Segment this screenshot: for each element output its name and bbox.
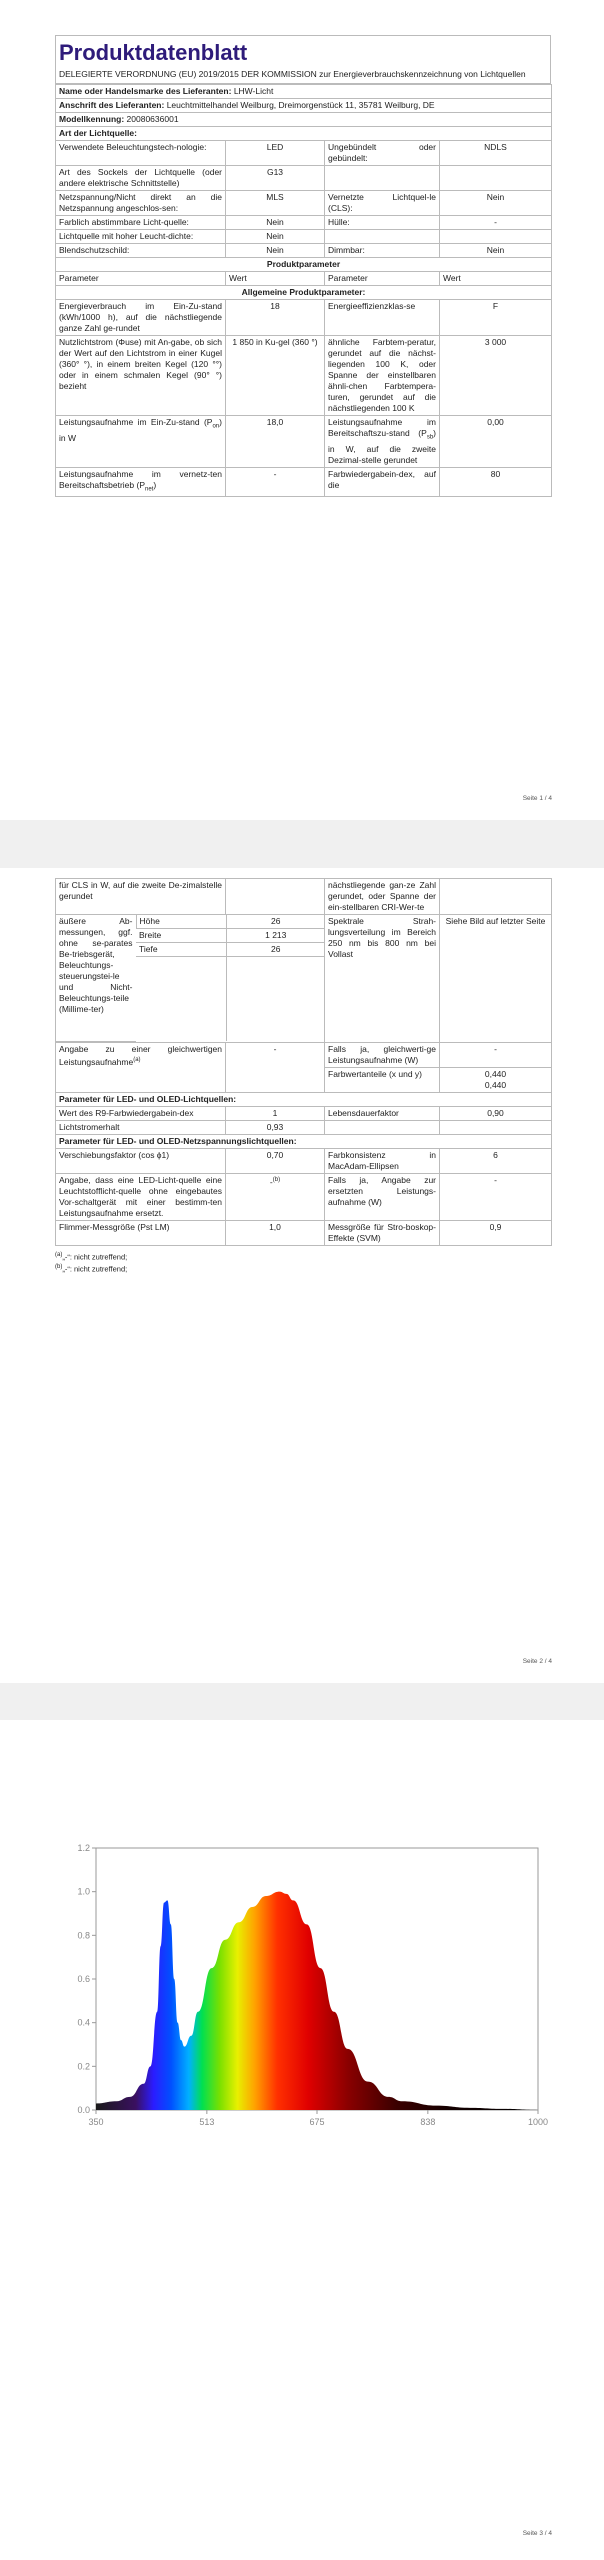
footnote-a: $^{(a)}$„-“: nicht zutreffend; [55,1251,128,1261]
column-header-row: Parameter Wert Parameter Wert [56,272,552,286]
y-tick-label: 0.4 [77,2017,90,2028]
table-row: Leistungsaufnahme im Ein-Zu-stand $(P_{on})$ in W 18,0 Leistungsaufnahme im Bereitschaftszu-stand $(P_{sb})$ in W, auf die zweite Dezimal-stelle gerundet 0,00 [56,416,552,468]
dimensions-row: äußere Ab-messungen, ggf. ohne se-parates Be-triebsgerät, Beleuchtungs-steuerungstei-le und Nicht-Beleuchtungs-teile (Millime-ter) Höhe 26 Breite 1 213 Tiefe 26 Spektrale Strah-lungsverteilung im Bereich 250 nm bis 800 nm bei Vollast Siehe Bild auf letzter Seite [56,915,552,1043]
spectral-distribution-chart [58,1840,548,2140]
y-tick-label: 1.0 [77,1886,90,1897]
table-row: Lichtquelle mit hoher Leucht-dichte: Nein [56,230,552,244]
table-row: Energieverbrauch im Ein-Zu-stand (kWh/1000 h), auf die nächstliegende ganze Zahl ge-rundet 18 Energieeffizienzklas-se F [56,300,552,336]
table-row: Farblich abstimmbare Licht-quelle: Nein Hülle: - [56,216,552,230]
page-number: Seite 1 / 4 [522,795,552,802]
supplier-address-row: Anschrift des Lieferanten: Leuchtmittelhandel Weilburg, Dreimorgenstück 11, 35781 Weilburg, DE [56,99,552,113]
general-params-header: Allgemeine Produktparameter: [56,286,552,300]
datasheet-table-1 [55,84,552,497]
x-tick-label: 675 [309,2117,325,2127]
table-row: Verwendete Beleuchtungstech-nologie: LED Ungebündelt oder gebündelt: NDLS [56,141,552,166]
y-tick-label: 0.8 [77,1930,90,1941]
product-params-header: Produktparameter [56,258,552,272]
datasheet-page-2 [55,878,551,1275]
regulation-reference: DELEGIERTE VERORDNUNG (EU) 2019/2015 DER KOMMISSION zur Energieverbrauchskennzeichnung von Lichtquellen [55,67,551,84]
table-row: Angabe, dass eine LED-Licht-quelle eine Leuchtstofflicht-quelle ohne eingebautes Vor-schaltgerät mit einer bestimm-ten Leistungsaufnahme ersetzt. -$^{(b)}$ Falls ja, Angabe zur ersetzten Leistungs-aufnahme (W) - [56,1173,552,1220]
page-1 [0,0,604,820]
supplier-name-row: Name oder Handelsmarke des Lieferanten: LHW-Licht [56,85,552,99]
table-row: für CLS in W, auf die zweite De-zimalstelle gerundet nächstliegende gan-ze Zahl gerundet, oder Spanne der ein-stellbaren CRI-Wer-te [56,879,552,915]
page-number: Seite 2 / 4 [522,1658,552,1665]
mains-params-header: Parameter für LED- und OLED-Netzspannungslichtquellen: [56,1134,552,1148]
datasheet-table-2 [55,878,552,1246]
y-tick-label: 0.0 [77,2105,90,2115]
table-row: Farbwertanteile (x und y) 0,440 0,440 [56,1067,552,1092]
table-row: Angabe zu einer gleichwertigen Leistungsaufnahme$^{(a)}$ - Falls ja, gleichwerti-ge Leistungsaufnahme (W) - [56,1042,552,1067]
table-row: Art des Sockels der Lichtquelle (oder andere elektrische Schnittstelle) G13 [56,166,552,191]
footnote-b: $^{(b)}$„-“: nicht zutreffend; [55,1264,128,1274]
dimensions-label: äußere Ab-messungen, ggf. ohne se-parates Be-triebsgerät, Beleuchtungs-steuerungstei-le und Nicht-Beleuchtungs-teile (Millime-ter) [56,915,136,1041]
page-2 [0,868,604,1683]
x-tick-label: 513 [199,2117,215,2127]
table-row: Leistungsaufnahme im vernetz-ten Bereitschaftsbetrieb $(P_{net})$ - Farbwiedergabein-dex, auf die 80 [56,467,552,497]
spectrum-svg [58,1840,548,2140]
y-tick-label: 0.6 [77,1974,90,1984]
table-row: Netzspannung/Nicht direkt an die Netzspannung angeschlos-sen: MLS Vernetzte Lichtquel-le (CLS): Nein [56,191,552,216]
y-tick-label: 0.2 [77,2061,90,2072]
model-row: Modellkennung: 20080636001 [56,113,552,127]
page-number: Seite 3 / 4 [522,2530,552,2537]
document-title: Produktdatenblatt [55,35,551,67]
led-params-header: Parameter für LED- und OLED-Lichtquellen: [56,1092,552,1106]
page-3 [0,1720,604,2560]
table-row: Nutzlichtstrom (Φuse) mit An-gabe, ob sich der Wert auf den Lichtstrom in einer Kugel (360° °), in einem breiten Kegel (120 °°) oder in einem schmalen Kegel (90° °) bezieht 1 850 in Ku-gel (360 °) ähnliche Farbtem-peratur, gerundet auf die nächst-liegenden 100 K, oder Spanne der einstellbaren ähnli-chen Farbtempera-turen, gerundet auf die nächstliegenden 100 K 3 000 [56,336,552,416]
table-row: Wert des R9-Farbwiedergabein-dex 1 Lebensdauerfaktor 0,90 [56,1106,552,1120]
footnotes [55,1250,551,1275]
x-tick-label: 838 [420,2117,436,2127]
table-row: Flimmer-Messgröße (Pst LM) 1,0 Messgröße für Stro-boskop-Effekte (SVM) 0,9 [56,1220,552,1245]
datasheet-page-1 [55,35,551,497]
table-row: Lichtstromerhalt 0,93 [56,1120,552,1134]
y-tick-label: 1.2 [77,1843,90,1853]
spectrum-area [96,1892,538,2110]
light-source-type-header: Art der Lichtquelle: [56,127,552,141]
table-row: Blendschutzschild: Nein Dimmbar: Nein [56,244,552,258]
x-tick-label: 350 [88,2117,104,2127]
x-tick-label: 1000 [527,2117,548,2127]
table-row: Verschiebungsfaktor (cos ϕ1) 0,70 Farbkonsistenz in MacAdam-Ellipsen 6 [56,1148,552,1173]
